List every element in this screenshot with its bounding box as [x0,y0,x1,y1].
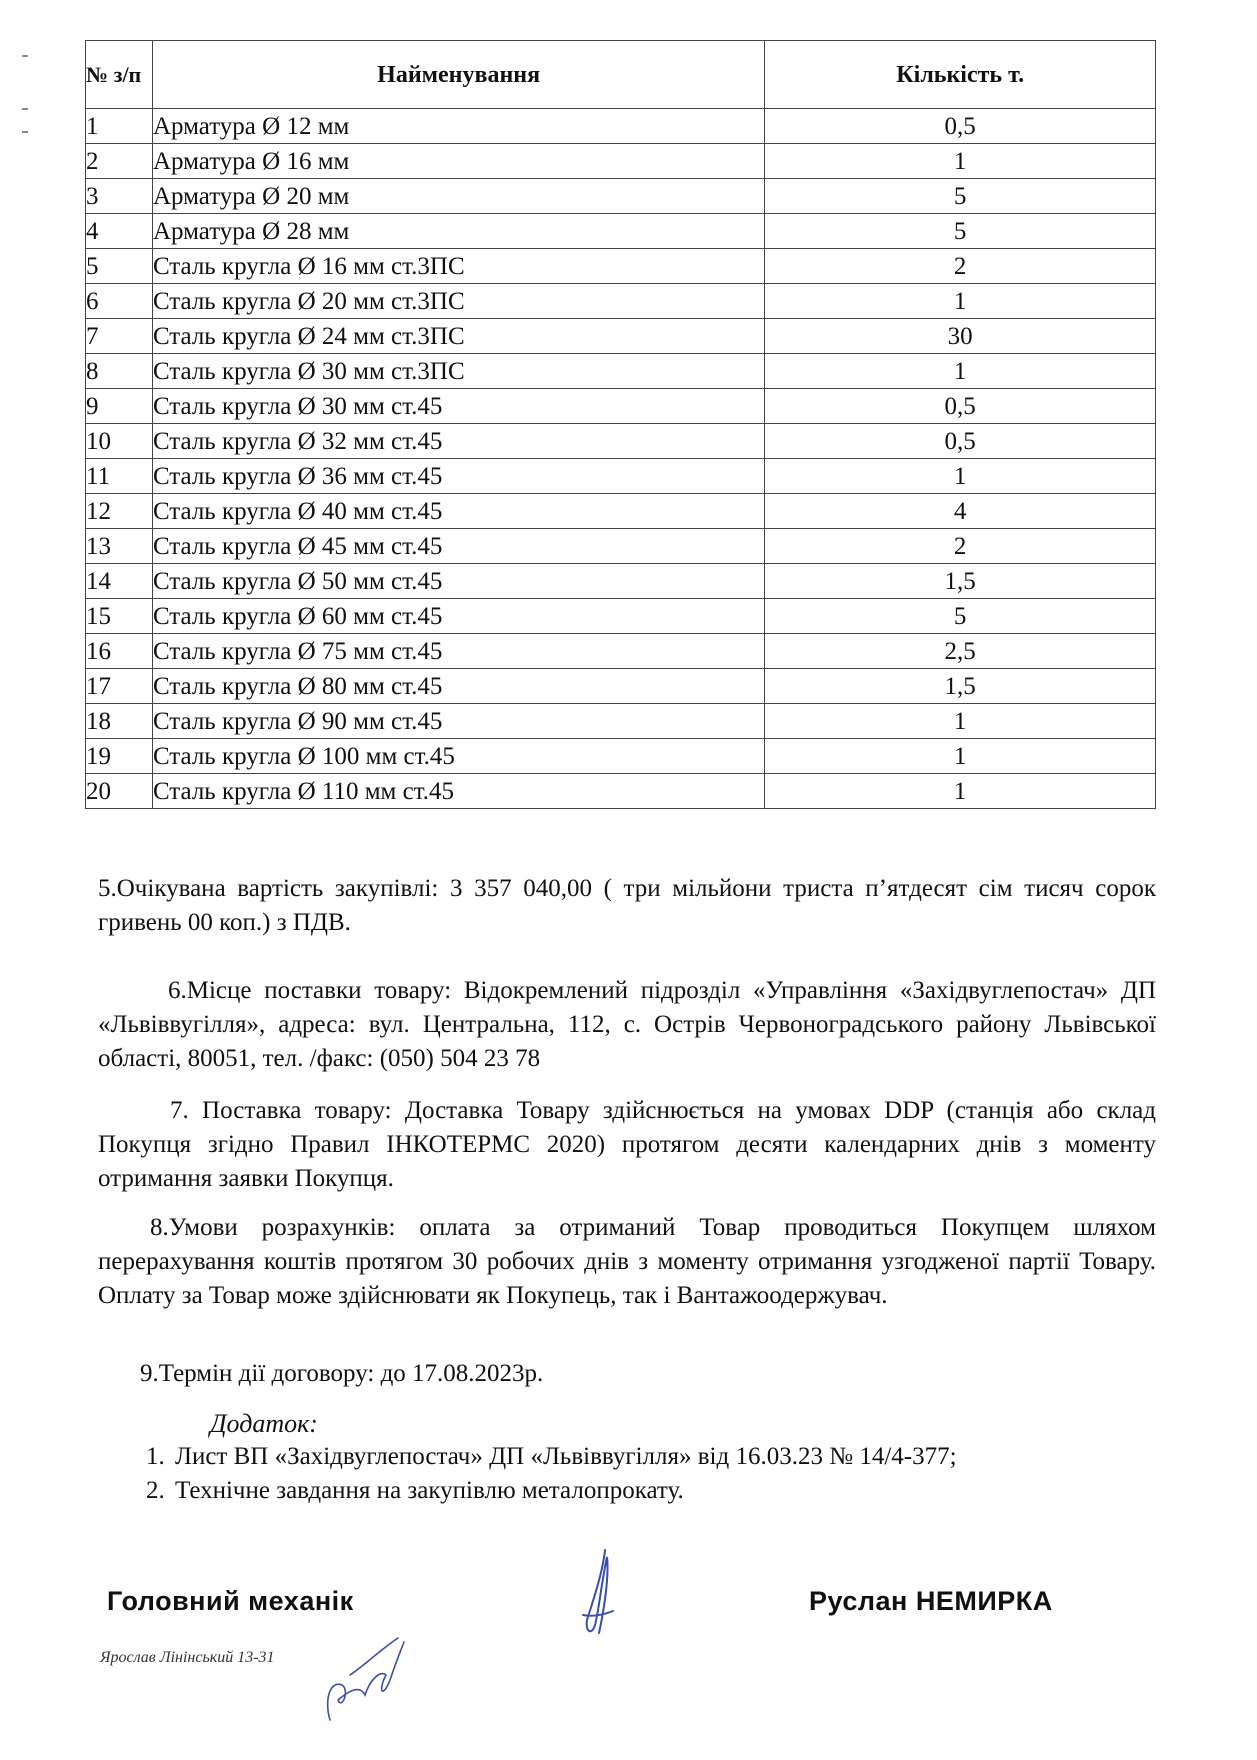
row-quantity: 5 [765,214,1156,249]
table-row [86,669,1156,704]
row-name: Сталь кругла Ø 45 мм ст.45 [152,529,764,564]
row-number: 9 [86,389,153,424]
table-row [86,529,1156,564]
header-quantity: Кількість т. [765,41,1156,109]
row-quantity: 2,5 [765,634,1156,669]
table-row [86,144,1156,179]
row-number: 1 [86,109,153,144]
row-quantity: 0,5 [765,389,1156,424]
table-row [86,319,1156,354]
table-row [86,284,1156,319]
row-quantity: 1 [765,354,1156,389]
row-quantity: 0,5 [765,424,1156,459]
row-name: Сталь кругла Ø 24 мм ст.3ПС [152,319,764,354]
row-name: Сталь кругла Ø 80 мм ст.45 [152,669,764,704]
row-quantity: 1 [765,739,1156,774]
row-number: 17 [86,669,153,704]
row-name: Сталь кругла Ø 90 мм ст.45 [152,704,764,739]
row-number: 13 [86,529,153,564]
row-quantity: 0,5 [765,109,1156,144]
executor-note: Ярослав Лінінський 13-31 [100,1649,275,1666]
row-name: Сталь кругла Ø 75 мм ст.45 [152,634,764,669]
table-row [86,179,1156,214]
paragraph-contract-term: 9.Термін дії договору: до 17.08.2023р. [140,1360,544,1387]
table-row [86,354,1156,389]
paragraph-cost: 5.Очікувана вартість закупівлі: 3 357 040,00 ( три мільйони триста п’ятдесят сім тисяч сорок гривень 00 коп.) з ПДВ. [98,875,1156,936]
row-name: Арматура Ø 20 мм [152,179,764,214]
table-row [86,249,1156,284]
table-row [86,494,1156,529]
row-quantity: 1 [765,284,1156,319]
handwritten-signature [565,1545,625,1645]
row-quantity: 4 [765,494,1156,529]
header-name: Найменування [152,41,764,109]
table-row [86,424,1156,459]
row-quantity: 1 [765,774,1156,809]
appendix-item: 1. Лист ВП «Західвуглепостач» ДП «Львіввугілля» від 16.03.23 № 14/4-377; [171,1440,1171,1474]
table-row [86,109,1156,144]
paragraph-payment-terms: 8.Умови розрахунків: оплата за отриманий Товар проводиться Покупцем шляхом перерахування коштів протягом 30 робочих днів з моменту отримання узгодженої партії Товару. Оплату за Товар може здійснювати як Покупець, так і Вантажоодержувач. [98,1214,1156,1309]
row-quantity: 2 [765,529,1156,564]
row-quantity: 1 [765,459,1156,494]
row-name: Сталь кругла Ø 110 мм ст.45 [152,774,764,809]
row-name: Сталь кругла Ø 30 мм ст.3ПС [152,354,764,389]
signer-role: Головний механік [107,1586,354,1616]
row-quantity: 1 [765,144,1156,179]
row-quantity: 5 [765,179,1156,214]
row-name: Сталь кругла Ø 16 мм ст.3ПС [152,249,764,284]
row-name: Сталь кругла Ø 30 мм ст.45 [152,389,764,424]
table-row [86,704,1156,739]
row-name: Сталь кругла Ø 20 мм ст.3ПС [152,284,764,319]
row-name: Сталь кругла Ø 36 мм ст.45 [152,459,764,494]
scan-mark [22,108,28,110]
table-row [86,774,1156,809]
row-name: Сталь кругла Ø 32 мм ст.45 [152,424,764,459]
row-number: 20 [86,774,153,809]
row-name: Сталь кругла Ø 60 мм ст.45 [152,599,764,634]
table-row [86,599,1156,634]
materials-table [85,40,1156,809]
scan-mark [22,131,28,133]
row-quantity: 30 [765,319,1156,354]
row-number: 14 [86,564,153,599]
row-name: Арматура Ø 28 мм [152,214,764,249]
row-quantity: 1,5 [765,564,1156,599]
row-number: 6 [86,284,153,319]
table-body [86,109,1156,809]
row-number: 8 [86,354,153,389]
appendix-list [135,1440,1171,1508]
row-quantity: 5 [765,599,1156,634]
row-number: 16 [86,634,153,669]
paragraph-delivery-terms: 7. Поставка товару: Доставка Товару здійснюється на умовах DDP (станція або склад Покупця згідно Правил ІНКОТЕРМС 2020) протягом десяти календарних днів з моменту отримання заявки Покупця. [98,1097,1156,1192]
row-number: 7 [86,319,153,354]
row-quantity: 1,5 [765,669,1156,704]
appendix-item: 2. Технічне завдання на закупівлю металопрокату. [171,1474,1171,1508]
table-row [86,459,1156,494]
row-number: 18 [86,704,153,739]
row-number: 2 [86,144,153,179]
row-number: 15 [86,599,153,634]
handwritten-initials [320,1630,410,1730]
table-row [86,389,1156,424]
row-quantity: 2 [765,249,1156,284]
row-quantity: 1 [765,704,1156,739]
row-number: 4 [86,214,153,249]
table-row [86,634,1156,669]
row-number: 11 [86,459,153,494]
appendix-title: Додаток: [210,1409,318,1438]
table-row [86,214,1156,249]
table-row [86,564,1156,599]
table-row [86,739,1156,774]
row-number: 10 [86,424,153,459]
row-name: Арматура Ø 16 мм [152,144,764,179]
table-header-row [86,41,1156,109]
row-name: Сталь кругла Ø 50 мм ст.45 [152,564,764,599]
scan-mark [22,55,28,57]
row-number: 3 [86,179,153,214]
row-number: 5 [86,249,153,284]
paragraph-delivery-place: 6.Місце поставки товару: Відокремлений підрозділ «Управління «Західвуглепостач» ДП «Львіввугілля», адреса: вул. Центральна, 112, с. Острів Червоноградського району Львівської області, 80051, тел. /факс: (050) 504 23 78 [98,977,1156,1072]
row-number: 19 [86,739,153,774]
row-name: Арматура Ø 12 мм [152,109,764,144]
header-number: № з/п [86,41,153,109]
signer-name: Руслан НЕМИРКА [809,1586,1053,1616]
row-number: 12 [86,494,153,529]
row-name: Сталь кругла Ø 40 мм ст.45 [152,494,764,529]
row-name: Сталь кругла Ø 100 мм ст.45 [152,739,764,774]
